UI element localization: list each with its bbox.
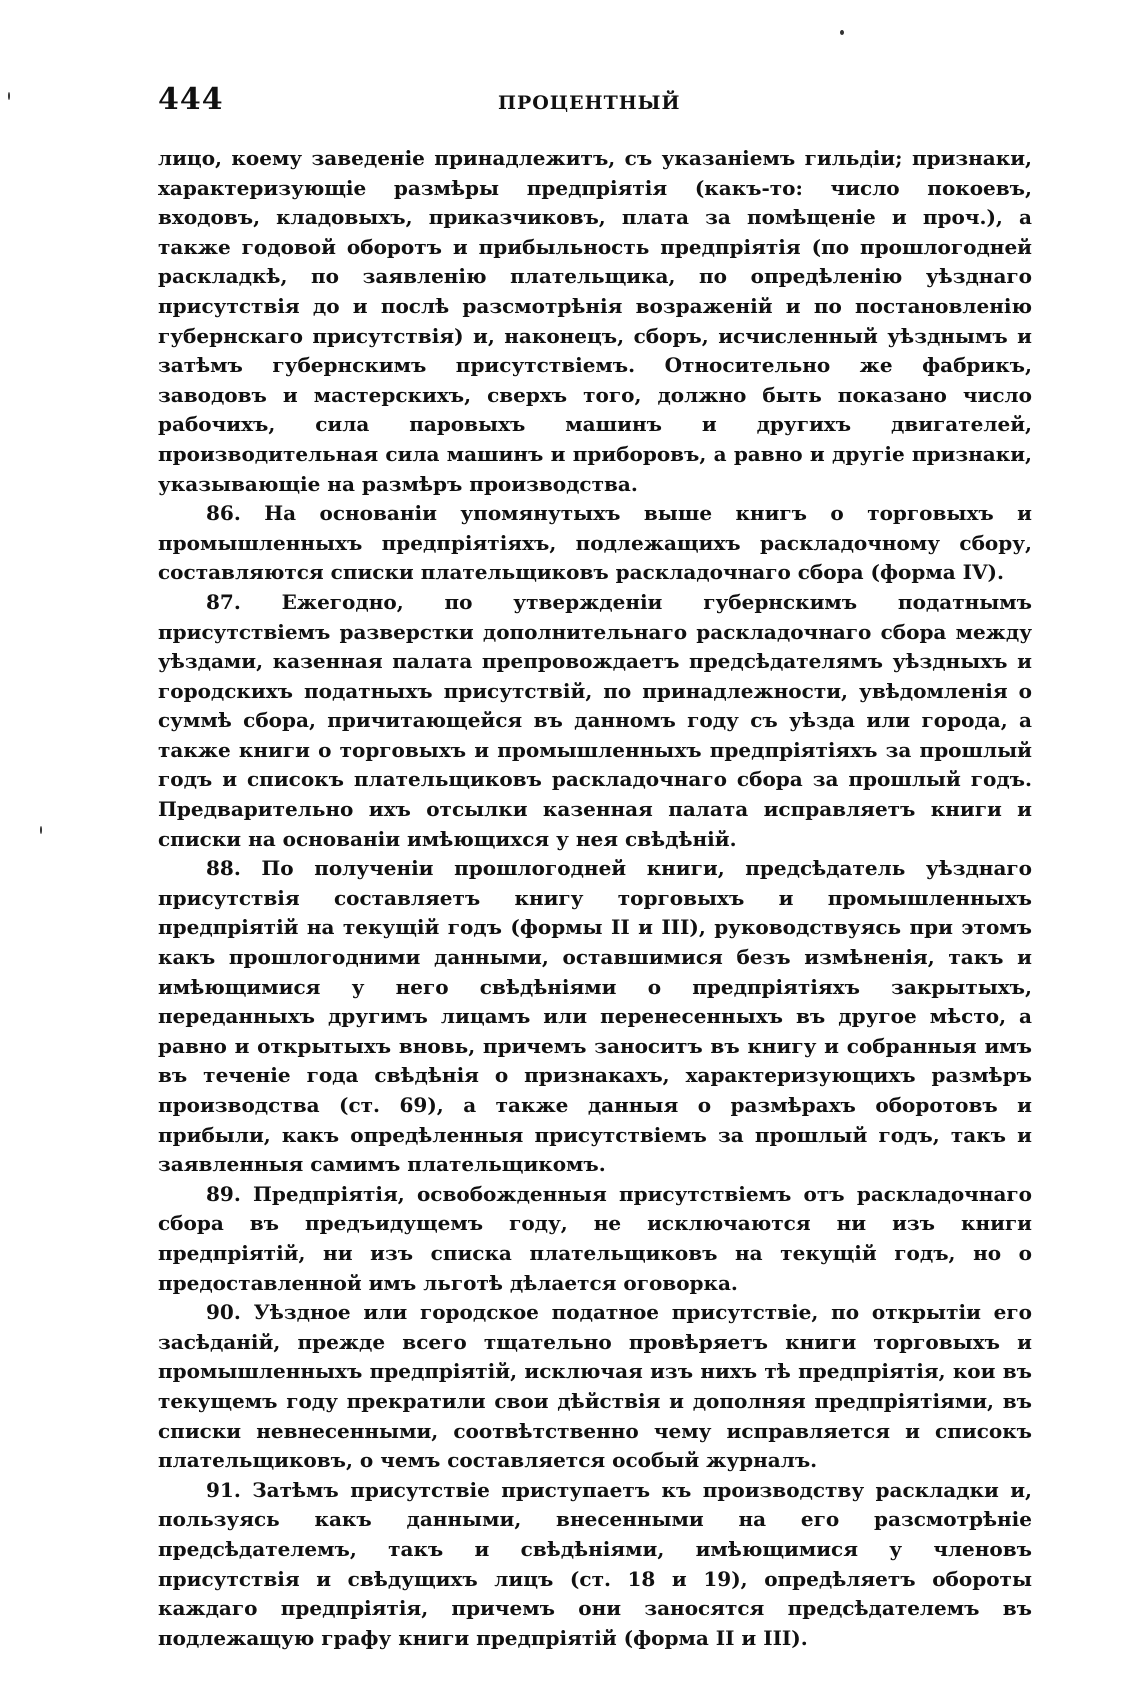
paragraph-number: 91. xyxy=(206,1477,241,1502)
paragraph-number: 88. xyxy=(206,856,241,881)
paragraph-text: Предпріятія, освобожденныя присутствіемъ отъ раскладочнаго сбора въ предъидущемъ году, не исключаются ни изъ книги предпріятій, ни изъ списка плательщиковъ на текущій годъ, но о предоставленной имъ льготѣ дѣлается оговорка. xyxy=(158,1181,1032,1295)
paragraph-87 xyxy=(158,588,1032,854)
paragraph-continuation xyxy=(158,144,1032,499)
running-title: ПРОЦЕНТНЫЙ xyxy=(498,92,681,114)
body-text xyxy=(158,144,1032,1653)
page-header xyxy=(158,82,1032,144)
scan-speck xyxy=(8,92,10,100)
paragraph-number: 89. xyxy=(206,1181,241,1206)
paragraph-91 xyxy=(158,1476,1032,1654)
paragraph-text: На основаніи упомянутыхъ выше книгъ о торговыхъ и промышленныхъ предпріятіяхъ, подлежащихъ раскладочному сбору, составляются списки плательщиковъ раскладочнаго сбора (форма IV). xyxy=(158,501,1032,585)
paragraph-89 xyxy=(158,1180,1032,1298)
paragraph-number: 90. xyxy=(206,1300,241,1325)
paragraph-text: По полученіи прошлогодней книги, предсѣдатель уѣзднаго присутствія составляетъ книгу торговыхъ и промышленныхъ предпріятій на текущій годъ (формы II и III), руководствуясь при этомъ какъ прошлогодними данными, оставшимися безъ измѣненія, такъ и имѣющимися у него свѣдѣніями о предпріятіяхъ закрытыхъ, переданныхъ другимъ лицамъ или перенесенныхъ въ другое мѣсто, а равно и открытыхъ вновь, причемъ заноситъ въ книгу и собранныя имъ въ теченіе года свѣдѣнія о признакахъ, характеризующихъ размѣръ производства (ст. 69), а также данныя о размѣрахъ оборотовъ и прибыли, какъ опредѣленныя присутствіемъ за прошлый годъ, такъ и заявленныя самимъ плательщикомъ. xyxy=(158,856,1033,1177)
paragraph-text: Уѣздное или городское податное присутствіе, по открытіи его засѣданій, прежде всего тщательно провѣряетъ книги торговыхъ и промышленныхъ предпріятій, исключая изъ нихъ тѣ предпріятія, кои въ текущемъ году прекратили свои дѣйствія и дополняя предпріятіями, въ списки невнесенными, соотвѣтственно чему исправляется и списокъ плательщиковъ, о чемъ составляется особый журналъ. xyxy=(158,1300,1032,1473)
paragraph-text: Затѣмъ присутствіе приступаетъ къ производству раскладки и, пользуясь какъ данными, внесенными на его разсмотрѣніе предсѣдателемъ, такъ и свѣдѣніями, имѣющимися у членовъ присутствія и свѣдущихъ лицъ (ст. 18 и 19), опредѣляетъ обороты каждаго предпріятія, причемъ они заносятся предсѣдателемъ въ подлежащую графу книги предпріятій (форма II и III). xyxy=(158,1477,1032,1650)
paragraph-text: Ежегодно, по утвержденіи губернскимъ податнымъ присутствіемъ разверстки дополнительнаго раскладочнаго сбора между уѣздами, казенная палата препровождаетъ предсѣдателямъ уѣздныхъ и городскихъ податныхъ присутствій, по принадлежности, увѣдомленія о суммѣ сбора, причитающейся въ данномъ году съ уѣзда или города, а также книги о торговыхъ и промышленныхъ предпріятіяхъ за прошлый годъ и списокъ плательщиковъ раскладочнаго сбора за прошлый годъ. Предварительно ихъ отсылки казенная палата исправляетъ книги и списки на основаніи имѣющихся у нея свѣдѣній. xyxy=(158,589,1032,851)
page-number: 444 xyxy=(158,82,224,117)
paragraph-text: лицо, коему заведеніе принадлежитъ, съ указаніемъ гильдіи; признаки, характеризующіе размѣры предпріятія (какъ-то: число покоевъ, входовъ, кладовыхъ, приказчиковъ, плата за помѣщеніе и проч.), а также годовой оборотъ и прибыльность предпріятія (по прошлогодней раскладкѣ, по заявленію плательщика, по опредѣленію уѣзднаго присутствія до и послѣ разсмотрѣнія возраженій и по постановленію губернскаго присутствія) и, наконецъ, сборъ, исчисленный уѣзднымъ и затѣмъ губернскимъ присутствіемъ. Относительно же фабрикъ, заводовъ и мастерскихъ, сверхъ того, должно быть показано число рабочихъ, сила паровыхъ машинъ и другихъ двигателей, производительная сила машинъ и приборовъ, а равно и другіе признаки, указывающіе на размѣръ производства. xyxy=(158,146,1032,496)
scan-speck xyxy=(840,30,844,35)
paragraph-90 xyxy=(158,1298,1032,1476)
paragraph-number: 87. xyxy=(206,589,241,614)
paragraph-88 xyxy=(158,854,1032,1180)
paragraph-86 xyxy=(158,499,1032,588)
scan-speck xyxy=(40,826,42,834)
paragraph-number: 86. xyxy=(206,501,241,526)
